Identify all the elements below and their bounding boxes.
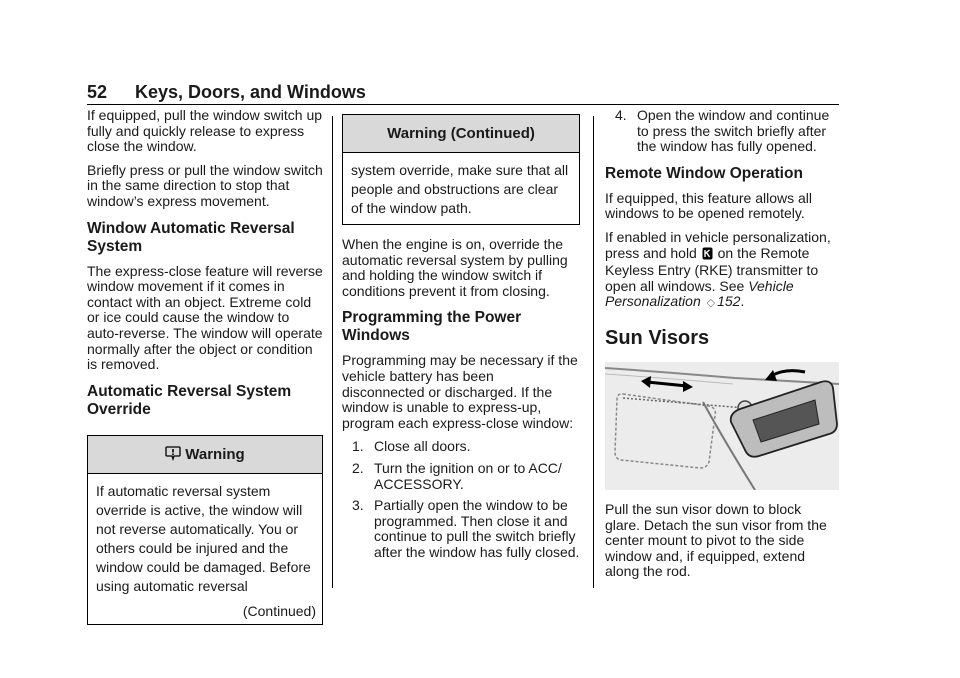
warning-box-continued [342,114,580,225]
sun-visor-illustration [605,362,839,490]
warning-header: Warning (Continued) [343,115,579,153]
column-2 [342,108,580,569]
warning-header [88,436,322,474]
warning-icon [165,439,181,476]
page-header [87,82,839,106]
list-item: 1. Close all doors. [352,438,471,455]
section-heading: Remote Window Operation [605,164,803,182]
column-divider [332,116,333,588]
paragraph: When the engine is on, override the automatic reversal system by pulling and holding the window switch if conditions prevent it from closing. [342,236,568,299]
warning-continued: (Continued) [242,602,316,619]
paragraph: If enabled in vehicle personalization, press and hold on the Remote Keyless Entry (RKE) transmitter to open all windows. See Vehicle Personalization ◇ 152. [605,228,831,310]
list-item: 4. Open the window and continue to press the switch briefly after the window has fully opened. [615,107,830,155]
paragraph: Briefly press or pull the window switch in the same direction to stop that window’s express movement. [87,161,323,209]
paragraph: If equipped, this feature allows all windows to be opened remotely. [605,189,813,222]
section-heading: Window Automatic Reversal System [87,219,295,255]
list-item: 3. Partially open the window to be programmed. Then close it and continue to pull the switch briefly after the window has fully closed. [352,497,580,560]
chapter-title: Keys, Doors, and Windows [135,82,366,102]
page-reference-icon: ◇ [706,297,716,310]
page-number: 52 [87,82,108,102]
programming-steps-continued [605,108,839,155]
paragraph: Pull the sun visor down to block glare. Detach the sun visor from the center mount to pivot to the side window and, if equipped, extend along the rod. [605,500,827,580]
column-1 [87,108,323,637]
cross-reference[interactable]: Vehicle Personalization [605,277,794,310]
paragraph: If equipped, pull the window switch up fully and quickly release to express close the window. [87,107,323,155]
warning-body: If automatic reversal system override is active, the window will not reverse automatically. You or others could be injured and the window could be damaged. Before using automatic reversal [96,482,311,594]
remote-key-icon [702,247,713,264]
warning-title: Warning [185,445,245,463]
paragraph: Programming may be necessary if the vehicle battery has been disconnected or discharged. If the window is unable to express-up, program each express-close window: [342,352,578,431]
warning-box [87,435,323,625]
section-heading: Programming the Power Windows [342,309,522,345]
column-divider [593,116,594,588]
list-item: 2. Turn the ignition on or to ACC/ ACCESSORY. [352,459,562,492]
header-rule [87,104,839,105]
page-reference[interactable]: 152 [717,293,741,310]
warning-body: system override, make sure that all people and obstructions are clear of the window path. [351,162,569,216]
section-title: Sun Visors [605,326,710,349]
programming-steps [342,439,580,560]
section-heading: Automatic Reversal System Override [87,382,292,418]
paragraph: The express-close feature will reverse window movement if it comes in contact with an object. Extreme cold or ice could cause the window to auto-reverse. The window will operate normally after the object or condition is removed. [87,262,323,373]
column-3 [605,108,839,588]
